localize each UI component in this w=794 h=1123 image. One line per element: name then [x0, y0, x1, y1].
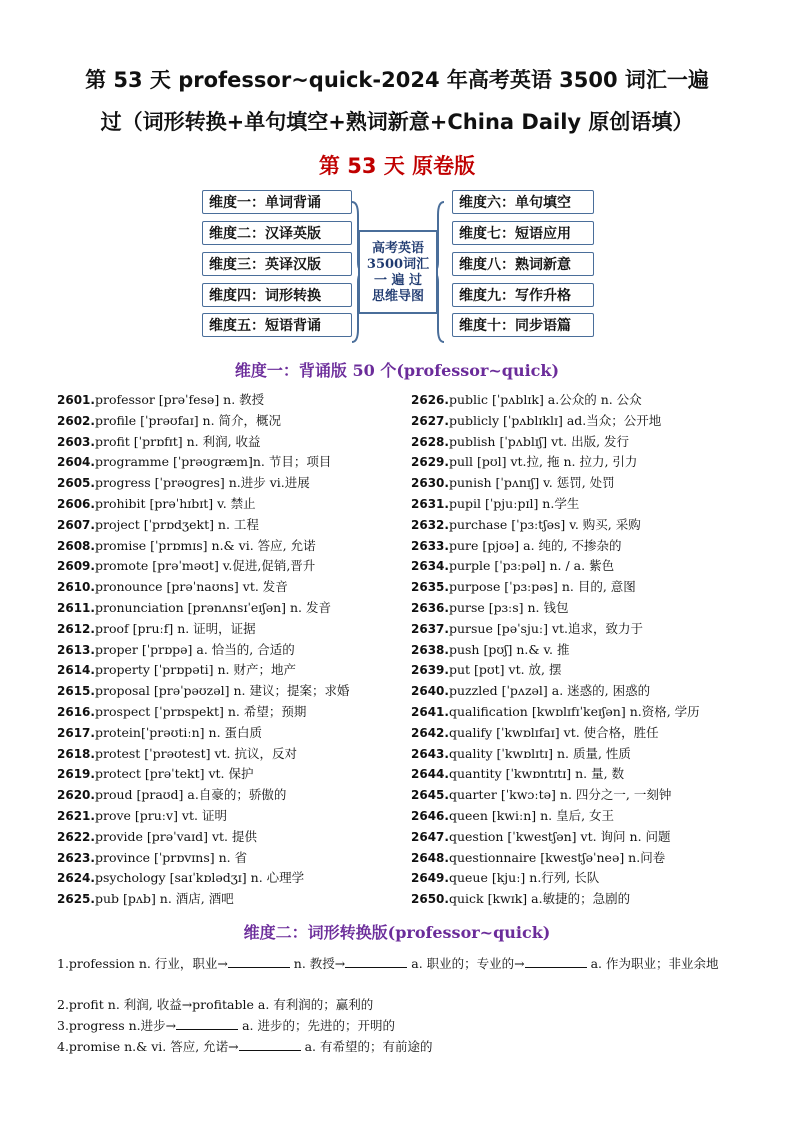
vocab-entry — [57, 702, 350, 723]
vocab-entry — [57, 848, 350, 869]
vocab-number: 2641. — [411, 704, 449, 719]
vocab-entry — [57, 619, 350, 640]
answer-blank[interactable] — [239, 1036, 301, 1051]
vocab-column-left — [57, 390, 350, 910]
vocab-text: project [ˈprɒdʒekt] n. 工程 — [94, 516, 259, 532]
vocab-text: qualification [kwɒlɪfɪˈkeɪʃən] n.资格, 学历 — [448, 703, 700, 719]
vocab-entry — [411, 556, 700, 577]
vocab-text: question [ˈkwestʃən] vt. 询问 n. 问题 — [448, 828, 671, 844]
vocab-number: 2636. — [411, 600, 449, 615]
document-title-line-1: 第 53 天 professor~quick-2024 年高考英语 3500 词汇一遍 — [85, 68, 709, 92]
vocab-number: 2650. — [411, 892, 449, 907]
vocab-entry — [411, 889, 700, 910]
vocab-entry — [57, 764, 350, 785]
vocab-entry — [57, 640, 350, 661]
vocab-entry — [57, 598, 350, 619]
vocab-entry — [411, 681, 700, 702]
document-subtitle: 第 53 天 原卷版 — [318, 154, 476, 178]
vocab-number: 2614. — [57, 663, 95, 678]
exercise-item-2: 2.profit n. 利润, 收益→profitable a. 有利润的；赢利的 — [57, 997, 374, 1012]
vocab-text: pure [pjʊə] a. 纯的, 不掺杂的 — [448, 537, 622, 553]
vocab-text: promise [ˈprɒmɪs] n.& vi. 答应, 允诺 — [94, 537, 316, 553]
vocab-text: pub [pʌb] n. 酒店, 酒吧 — [94, 891, 234, 907]
mind-map-node-left-2: 维度二：汉译英版 — [202, 221, 352, 245]
vocab-text: punish [ˈpʌnɪʃ] v. 惩罚, 处罚 — [448, 475, 615, 491]
vocab-text: proud [praʊd] a.自豪的；骄傲的 — [94, 787, 287, 803]
vocab-number: 2620. — [57, 788, 95, 803]
vocab-column-right — [411, 390, 700, 910]
vocab-number: 2612. — [57, 621, 95, 636]
answer-blank[interactable] — [525, 953, 587, 968]
vocab-entry — [411, 390, 700, 411]
vocab-text: progress [ˈprəʊɡres] n.进步 vi.进展 — [94, 475, 310, 491]
vocab-text: psychology [saɪˈkɒlədʒɪ] n. 心理学 — [94, 870, 305, 886]
vocab-entry — [57, 411, 350, 432]
mind-map-node-right-4: 维度九：写作升格 — [452, 283, 594, 307]
mind-map-node-left-3: 维度三：英译汉版 — [202, 252, 352, 276]
vocab-text: protest [ˈprəʊtest] vt. 抗议，反对 — [94, 745, 297, 761]
vocab-number: 2622. — [57, 829, 95, 844]
vocab-text: puzzled [ˈpʌzəl] a. 迷惑的, 困惑的 — [448, 683, 651, 699]
vocab-number: 2634. — [411, 559, 449, 574]
mind-map-node-left-5: 维度五：短语背诵 — [202, 313, 352, 337]
vocab-text: quick [kwɪk] a.敏捷的；急剧的 — [448, 891, 631, 907]
vocab-number: 2623. — [57, 850, 95, 865]
vocab-entry — [57, 744, 350, 765]
vocab-entry — [57, 473, 350, 494]
mind-map-node-left-4: 维度四：词形转换 — [202, 283, 352, 307]
vocab-text: qualify [ˈkwɒlɪfaɪ] vt. 使合格，胜任 — [448, 724, 659, 740]
vocab-entry — [57, 889, 350, 910]
vocab-entry — [57, 785, 350, 806]
vocab-text: programme [ˈprəʊɡræm]n. 节目；项目 — [94, 454, 332, 470]
vocab-entry — [411, 536, 700, 557]
vocab-entry — [411, 723, 700, 744]
vocab-text: public [ˈpʌblɪk] a.公众的 n. 公众 — [448, 392, 642, 407]
mind-map-node-right-2: 维度七：短语应用 — [452, 221, 594, 245]
vocab-entry — [411, 868, 700, 889]
mind-map-node-right-3: 维度八：熟词新意 — [452, 252, 594, 276]
vocab-entry — [57, 681, 350, 702]
vocab-number: 2629. — [411, 455, 449, 470]
vocab-number: 2628. — [411, 434, 449, 449]
vocab-entry — [411, 494, 700, 515]
vocab-text: province [ˈprɒvɪns] n. 省 — [94, 849, 248, 865]
vocab-entry — [57, 723, 350, 744]
vocab-number: 2640. — [411, 684, 449, 699]
vocab-number: 2631. — [411, 496, 449, 511]
vocab-number: 2635. — [411, 580, 449, 595]
vocab-number: 2647. — [411, 829, 449, 844]
vocab-number: 2626. — [411, 393, 449, 407]
vocab-entry — [411, 785, 700, 806]
vocab-text: purchase [ˈpɜːtʃəs] v. 购买, 采购 — [448, 516, 641, 532]
answer-blank[interactable] — [176, 1015, 238, 1030]
vocab-entry — [57, 806, 350, 827]
vocab-number: 2611. — [57, 600, 95, 615]
vocab-number: 2624. — [57, 871, 95, 886]
vocab-entry — [57, 577, 350, 598]
vocab-entry — [411, 598, 700, 619]
vocab-number: 2616. — [57, 704, 95, 719]
exercise-item-3: 3.progress n.进步→ a. 进步的；先进的；开明的 — [57, 1015, 747, 1036]
vocab-number: 2615. — [57, 684, 95, 699]
exercise-item-4: 4.promise n.& vi. 答应, 允诺→ a. 有希望的；有前途的 — [57, 1036, 747, 1057]
vocab-entry — [411, 764, 700, 785]
vocab-text: proposal [prəˈpəʊzəl] n. 建议；提案；求婚 — [94, 683, 350, 699]
vocab-number: 2603. — [57, 434, 95, 449]
vocab-text: prove [pruːv] vt. 证明 — [94, 807, 227, 823]
vocab-number: 2639. — [411, 663, 449, 678]
answer-blank[interactable] — [345, 953, 407, 968]
vocab-number: 2613. — [57, 642, 95, 657]
vocab-number: 2649. — [411, 871, 449, 886]
vocab-text: quality [ˈkwɒlɪtɪ] n. 质量, 性质 — [448, 745, 631, 761]
vocab-entry — [57, 827, 350, 848]
vocab-entry — [411, 660, 700, 681]
vocab-entry — [57, 515, 350, 536]
vocab-number: 2605. — [57, 476, 95, 491]
vocab-text: proof [pruːf] n. 证明，证据 — [94, 620, 256, 636]
vocab-text: promote [prəˈməʊt] v.促进,促销,晋升 — [94, 558, 316, 574]
vocab-text: queen [kwiːn] n. 皇后, 女王 — [448, 807, 615, 823]
section-1-heading: 维度一：背诵版 50 个(professor~quick) — [234, 361, 560, 380]
vocab-entry — [57, 390, 350, 411]
vocab-text: professor [prəˈfesə] n. 教授 — [94, 392, 265, 407]
vocab-number: 2621. — [57, 808, 95, 823]
vocab-entry — [411, 452, 700, 473]
vocab-entry — [411, 411, 700, 432]
vocab-entry — [57, 868, 350, 889]
vocab-text: profit [ˈprɒfɪt] n. 利润, 收益 — [94, 433, 261, 449]
vocab-text: put [pʊt] vt. 放, 摆 — [448, 662, 562, 678]
vocab-text: purpose [ˈpɜːpəs] n. 目的, 意图 — [448, 579, 636, 595]
vocab-entry — [57, 452, 350, 473]
vocab-number: 2644. — [411, 767, 449, 782]
vocab-entry — [411, 515, 700, 536]
vocab-entry — [57, 432, 350, 453]
vocab-number: 2625. — [57, 892, 95, 907]
vocab-text: pull [pʊl] vt.拉, 拖 n. 拉力, 引力 — [448, 454, 638, 470]
exercise-item-1: 1.profession n. 行业，职业→ n. 教授→ a. 职业的；专业的→ a. 作为职业；非业余地 — [57, 953, 747, 974]
vocab-number: 2633. — [411, 538, 449, 553]
vocab-number: 2643. — [411, 746, 449, 761]
mind-map-center: 高考英语 3500词汇 一 遍 过 思维导图 — [358, 230, 438, 314]
vocab-entry — [411, 702, 700, 723]
vocab-number: 2632. — [411, 517, 449, 532]
vocab-number: 2610. — [57, 580, 95, 595]
vocab-number: 2606. — [57, 496, 95, 511]
vocab-text: push [pʊʃ] n.& v. 推 — [448, 641, 570, 657]
vocab-text: pronunciation [prənʌnsɪˈeɪʃən] n. 发音 — [94, 599, 331, 615]
document-title-line-2: 过（词形转换+单句填空+熟词新意+China Daily 原创语填） — [100, 110, 694, 134]
vocab-text: prospect [ˈprɒspekt] n. 希望；预期 — [94, 703, 307, 719]
vocab-entry — [411, 806, 700, 827]
vocab-entry — [411, 744, 700, 765]
vocab-text: provide [prəˈvaɪd] vt. 提供 — [94, 828, 257, 844]
vocab-text: quantity [ˈkwɒntɪtɪ] n. 量, 数 — [448, 766, 625, 782]
mind-map-node-right-1: 维度六：单句填空 — [452, 190, 594, 214]
vocab-number: 2609. — [57, 559, 95, 574]
vocab-entry — [411, 432, 700, 453]
vocab-number: 2617. — [57, 725, 95, 740]
vocab-number: 2646. — [411, 808, 449, 823]
vocab-number: 2638. — [411, 642, 449, 657]
vocab-entry — [57, 660, 350, 681]
vocab-text: publicly [ˈpʌblɪklɪ] ad.当众；公开地 — [448, 412, 662, 428]
answer-blank[interactable] — [228, 953, 290, 968]
vocab-number: 2604. — [57, 455, 95, 470]
vocab-number: 2601. — [57, 393, 95, 407]
vocab-text: queue [kjuː] n.行列, 长队 — [448, 870, 600, 886]
mind-map-node-left-1: 维度一：单词背诵 — [202, 190, 352, 214]
vocab-text: property [ˈprɒpəti] n. 财产；地产 — [94, 662, 296, 678]
vocab-number: 2648. — [411, 850, 449, 865]
vocab-text: questionnaire [kwestʃəˈneə] n.问卷 — [448, 849, 666, 865]
vocab-text: purse [pɜːs] n. 钱包 — [448, 599, 569, 615]
vocab-number: 2608. — [57, 538, 95, 553]
vocab-number: 2619. — [57, 767, 95, 782]
vocab-text: prohibit [prəˈhɪbɪt] v. 禁止 — [94, 495, 256, 511]
vocab-text: proper [ˈprɒpə] a. 恰当的, 合适的 — [94, 641, 295, 657]
vocab-number: 2602. — [57, 413, 95, 428]
vocab-text: quarter [ˈkwɔːtə] n. 四分之一, 一刻钟 — [448, 787, 672, 803]
vocab-number: 2645. — [411, 788, 449, 803]
vocab-number: 2630. — [411, 476, 449, 491]
mind-map-node-right-5: 维度十：同步语篇 — [452, 313, 594, 337]
vocab-entry — [411, 827, 700, 848]
vocab-number: 2642. — [411, 725, 449, 740]
vocab-text: pupil [ˈpjuːpɪl] n.学生 — [448, 495, 580, 511]
vocab-entry — [57, 494, 350, 515]
vocab-number: 2618. — [57, 746, 95, 761]
vocab-number: 2637. — [411, 621, 449, 636]
section-2-heading: 维度二：词形转换版(professor~quick) — [243, 923, 551, 942]
vocab-entry — [411, 577, 700, 598]
vocab-number: 2627. — [411, 413, 449, 428]
vocab-text: profile [ˈprəʊfaɪ] n. 简介，概况 — [94, 412, 282, 428]
vocab-text: protein[ˈprəʊtiːn] n. 蛋白质 — [94, 724, 263, 740]
vocab-text: publish [ˈpʌblɪʃ] vt. 出版, 发行 — [448, 433, 630, 449]
vocab-entry — [57, 536, 350, 557]
vocab-entry — [411, 619, 700, 640]
vocab-text: purple [ˈpɜːpəl] n. / a. 紫色 — [448, 558, 615, 574]
vocab-text: pronounce [prəˈnaʊns] vt. 发音 — [94, 579, 288, 595]
vocab-entry — [411, 473, 700, 494]
vocab-entry — [411, 640, 700, 661]
vocab-text: pursue [pəˈsjuː] vt.追求，致力于 — [448, 620, 644, 636]
vocab-entry — [57, 556, 350, 577]
vocab-text: protect [prəˈtekt] vt. 保护 — [94, 766, 254, 782]
vocab-number: 2607. — [57, 517, 95, 532]
vocab-entry — [411, 848, 700, 869]
